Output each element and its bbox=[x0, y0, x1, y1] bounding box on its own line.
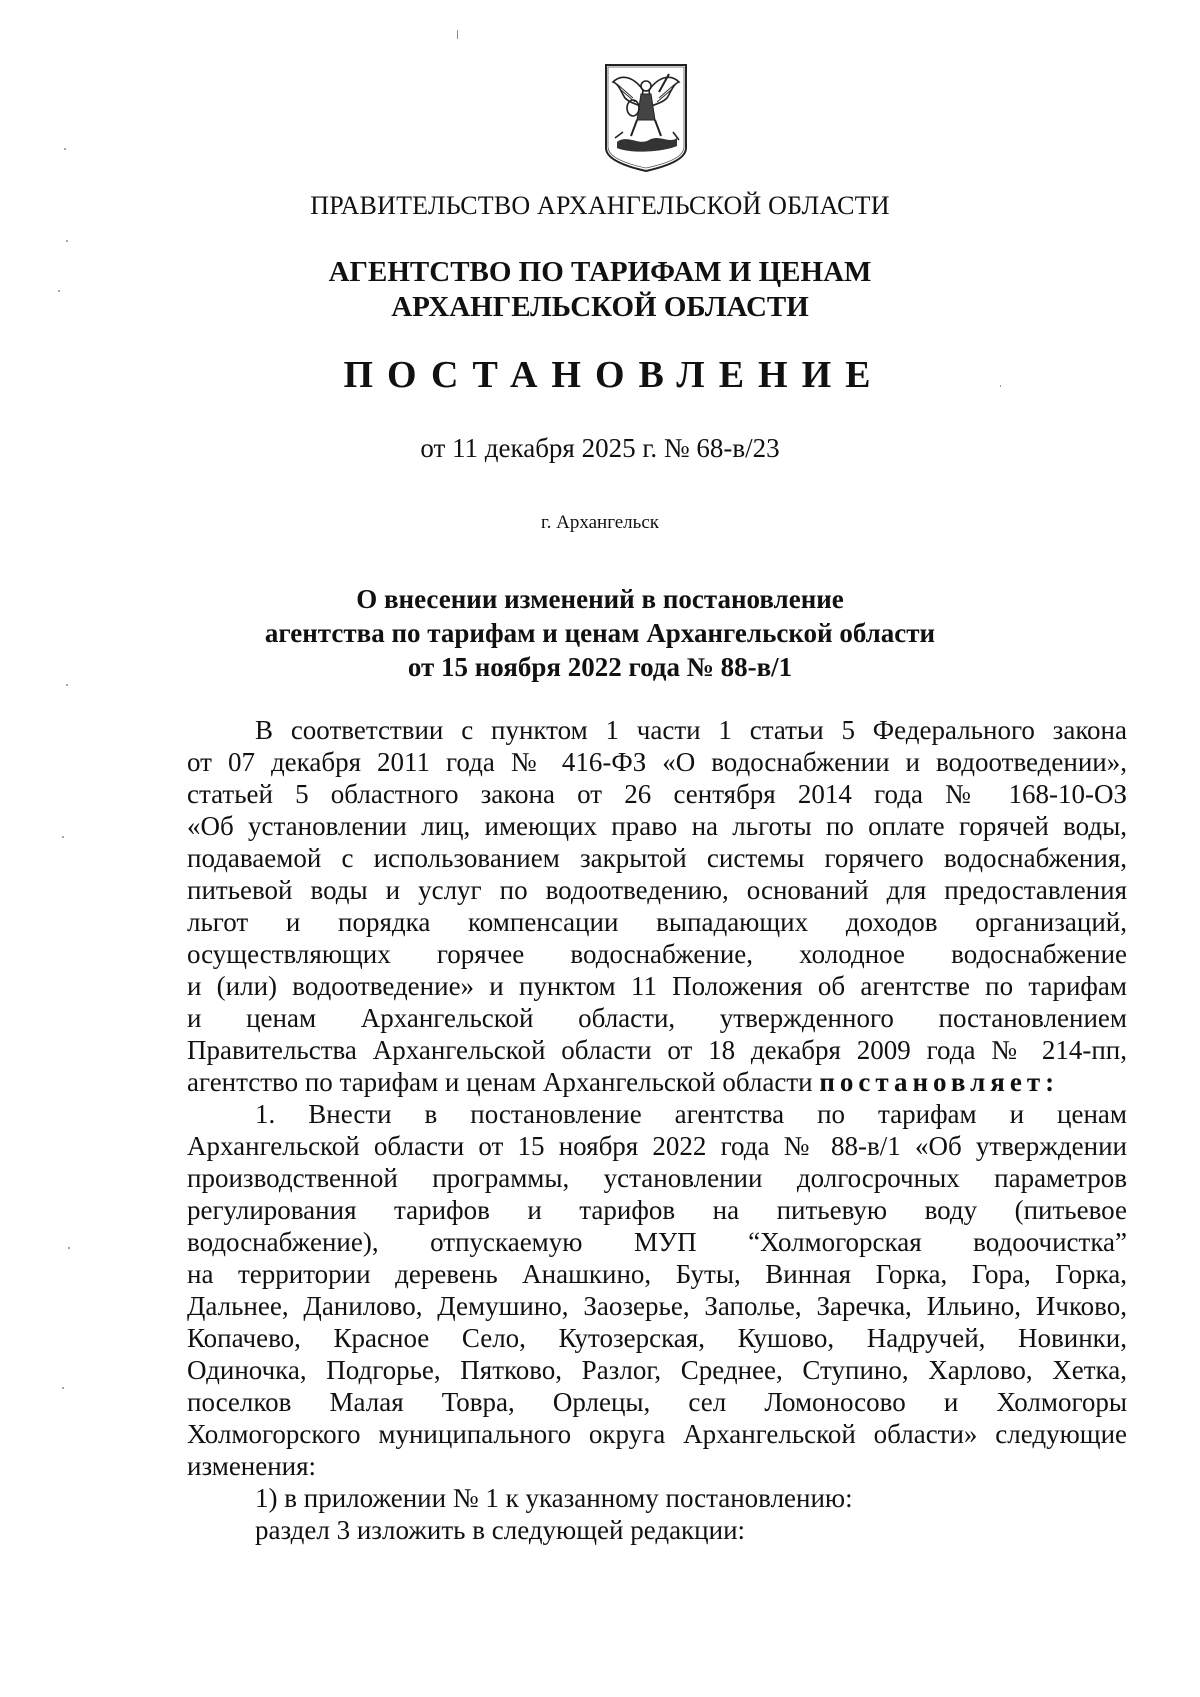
document-title bbox=[0, 582, 1200, 684]
body-line: и ценам Архангельской области, утвержденного постановлением bbox=[187, 1003, 1127, 1033]
section-line: раздел 3 изложить в следующей редакции: bbox=[255, 1515, 746, 1545]
item-line: водоснабжение), отпускаемую МУП “Холмогорская водоочистка” bbox=[187, 1227, 1127, 1257]
title-line2: агентства по тарифам и ценам Архангельской области bbox=[264, 618, 936, 648]
item-line: на территории деревень Анашкино, Буты, Винная Горка, Гора, Горка, bbox=[187, 1259, 1127, 1289]
document-type-heading: ПОСТАНОВЛЕНИЕ bbox=[343, 354, 885, 396]
item-line: производственной программы, установлении долгосрочных параметров bbox=[187, 1163, 1127, 1193]
item-line: Холмогорского муниципального округа Архангельской области» следующие bbox=[187, 1419, 1127, 1449]
item-line: 1. Внести в постановление агентства по тарифам и ценам bbox=[255, 1099, 1127, 1129]
body-line: подаваемой с использованием закрытой системы горячего водоснабжения, bbox=[187, 843, 1127, 873]
government-name: ПРАВИТЕЛЬСТВО АРХАНГЕЛЬСКОЙ ОБЛАСТИ bbox=[310, 191, 890, 220]
archangel-icon bbox=[603, 62, 689, 174]
agency-name-line1: АГЕНТСТВО ПО ТАРИФАМ И ЦЕНАМ bbox=[328, 256, 872, 288]
title-line3: от 15 ноября 2022 года № 88-в/1 bbox=[407, 652, 793, 682]
body-line: от 07 декабря 2011 года № 416-ФЗ «О водоснабжении и водоотведении», bbox=[187, 747, 1127, 777]
decree-prefix: агентство по тарифам и ценам Архангельской области bbox=[187, 1067, 820, 1097]
body-line: льгот и порядка компенсации выпадающих доходов организаций, bbox=[187, 907, 1127, 937]
document-body bbox=[187, 714, 1127, 1546]
city-name: г. Архангельск bbox=[540, 512, 659, 533]
item-last-line: изменения: bbox=[187, 1451, 317, 1481]
decree-line bbox=[187, 1066, 1127, 1098]
body-line: Правительства Архангельской области от 18 декабря 2009 года № 214-пп, bbox=[187, 1035, 1127, 1065]
decree-word: постановляет: bbox=[819, 1067, 1060, 1097]
item-line: Архангельской области от 15 ноября 2022 года № 88-в/1 «Об утверждении bbox=[187, 1131, 1127, 1161]
date-and-number: от 11 декабря 2025 г. № 68-в/23 bbox=[420, 433, 780, 463]
item-line: Одиночка, Подгорье, Пятково, Разлог, Среднее, Ступино, Харлово, Хетка, bbox=[187, 1355, 1127, 1385]
body-line: статьей 5 областного закона от 26 сентября 2014 года № 168-10-ОЗ bbox=[187, 779, 1127, 809]
body-line: и (или) водоотведение» и пунктом 11 Положения об агентстве по тарифам bbox=[187, 971, 1127, 1001]
agency-name-line2: АРХАНГЕЛЬСКОЙ ОБЛАСТИ bbox=[391, 291, 809, 323]
body-line: осуществляющих горячее водоснабжение, холодное водоснабжение bbox=[187, 939, 1127, 969]
sub-item-line: 1) в приложении № 1 к указанному постановлению: bbox=[255, 1483, 853, 1513]
item-line: регулирования тарифов и тарифов на питьевую воду (питьевое bbox=[187, 1195, 1127, 1225]
agency-name bbox=[0, 255, 1200, 325]
item-line: Дальнее, Данилово, Демушино, Заозерье, Заполье, Заречка, Ильино, Ичково, bbox=[187, 1291, 1127, 1321]
body-line: «Об установлении лиц, имеющих право на льготы по оплате горячей воды, bbox=[187, 811, 1127, 841]
coat-of-arms-emblem bbox=[603, 62, 689, 174]
title-line1: О внесении изменений в постановление bbox=[356, 584, 844, 614]
body-line: В соответствии с пунктом 1 части 1 статьи 5 Федерального закона bbox=[255, 715, 1127, 745]
item-line: Копачево, Красное Село, Кутозерская, Кушово, Надручей, Новинки, bbox=[187, 1323, 1127, 1353]
body-line: питьевой воды и услуг по водоотведению, оснований для предоставления bbox=[187, 875, 1127, 905]
item-line: поселков Малая Товра, Орлецы, сел Ломоносово и Холмогоры bbox=[187, 1387, 1127, 1417]
